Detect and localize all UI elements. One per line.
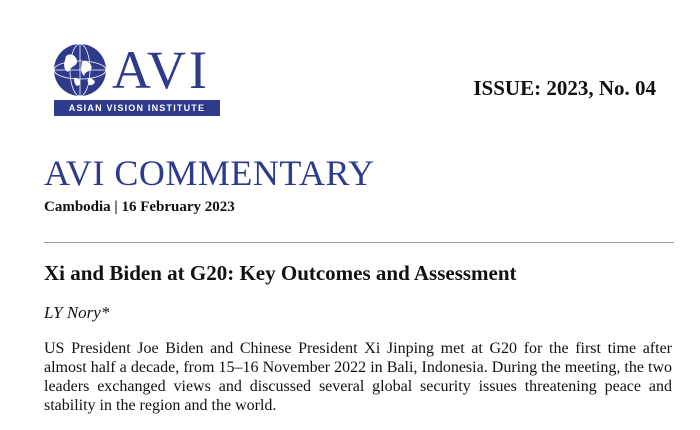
logo-tagline: ASIAN VISION INSTITUTE: [54, 100, 220, 116]
issue-number: ISSUE: 2023, No. 04: [473, 76, 656, 100]
globe-icon: [52, 42, 108, 98]
article-headline: Xi and Biden at G20: Key Outcomes and Assessment: [44, 261, 517, 285]
divider: [44, 242, 674, 243]
article-author: LY Nory*: [44, 303, 110, 322]
series-title: AVI COMMENTARY: [44, 153, 375, 193]
avi-logo: [52, 42, 224, 120]
dateline: Cambodia | 16 February 2023: [44, 199, 235, 215]
logo-wordmark: AVI: [112, 40, 211, 100]
article-body: US President Joe Biden and Chinese President Xi Jinping met at G20 for the first time after almost half a decade, from 15–16 November 2022 in Bali, Indonesia. During the meeting, the two leaders exchanged views and discussed several global security issues threatening peace and stability in the region and the world.: [44, 340, 672, 414]
